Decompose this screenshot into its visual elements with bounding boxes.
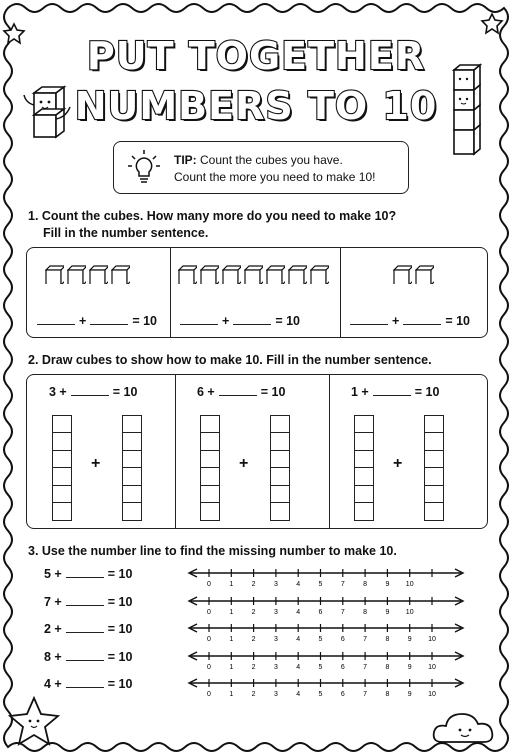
- tower-cell[interactable]: [123, 468, 141, 485]
- tower-cell[interactable]: [355, 468, 373, 485]
- plus-sign: +: [392, 314, 400, 328]
- tower-cell[interactable]: [425, 468, 443, 485]
- tower-cell[interactable]: [355, 486, 373, 503]
- tick-label: 3: [273, 691, 278, 698]
- star-mascot-icon: [4, 690, 68, 750]
- sentence-start: 5 +: [44, 567, 62, 581]
- tower-cell[interactable]: [425, 451, 443, 468]
- tower-cell[interactable]: [201, 503, 219, 520]
- plus-sign: +: [79, 314, 87, 328]
- tick-label: 9: [407, 636, 412, 643]
- equals-ten: = 10: [414, 385, 440, 399]
- answer-blank[interactable]: [66, 651, 104, 661]
- tower-cell[interactable]: [201, 468, 219, 485]
- tick-label: 1: [229, 663, 234, 671]
- star-icon: [482, 14, 502, 33]
- equals-ten: = 10: [112, 385, 138, 399]
- number-line[interactable]: [183, 675, 473, 703]
- cube-icon: [89, 265, 108, 284]
- number-sentence: [44, 622, 132, 636]
- tower-cell[interactable]: [123, 416, 141, 433]
- tick-label: 8: [385, 636, 390, 643]
- answer-blank[interactable]: [350, 315, 388, 325]
- tower-cell[interactable]: [271, 503, 289, 520]
- cube-mascot-icon: [18, 85, 80, 157]
- sentence-start: 2 +: [44, 622, 62, 636]
- equals-ten: = 10: [107, 622, 133, 636]
- cube-icon: [415, 265, 434, 284]
- sentence-start: 7 +: [44, 594, 62, 609]
- number-sentence: [44, 567, 132, 581]
- tick-label: 10: [428, 691, 436, 698]
- tick-label: 1: [229, 636, 234, 643]
- plus-sign: +: [393, 455, 403, 472]
- plus-sign: +: [91, 455, 101, 472]
- plus-sign: +: [239, 455, 249, 472]
- tick-label: 8: [363, 608, 368, 616]
- tick-label: 7: [363, 691, 368, 698]
- number-sentence: [44, 677, 132, 691]
- q3-instructions: 3. Use the number line to find the missing number to make 10.: [28, 544, 397, 558]
- tick-label: 5: [318, 636, 323, 643]
- tick-label: 10: [428, 636, 436, 643]
- tower-cell[interactable]: [201, 486, 219, 503]
- number-sentence: [49, 385, 137, 399]
- number-line[interactable]: [183, 648, 473, 676]
- q1-line-1: 1. Count the cubes. How many more do you need to make 10?: [28, 209, 397, 223]
- number-line[interactable]: [183, 593, 473, 621]
- cube-icon: [310, 265, 329, 284]
- tick-label: 8: [385, 691, 390, 698]
- tower-cell[interactable]: [355, 416, 373, 433]
- tick-label: 6: [340, 691, 345, 698]
- equals-ten: = 10: [275, 314, 300, 328]
- tower-cell[interactable]: [271, 468, 289, 485]
- tick-label: 10: [405, 608, 414, 616]
- tick-label: 0: [207, 581, 211, 588]
- answer-blank[interactable]: [66, 596, 104, 606]
- number-sentence: [351, 385, 439, 399]
- tower-cell[interactable]: [355, 503, 373, 520]
- tick-label: 7: [363, 636, 368, 643]
- equals-ten: = 10: [260, 385, 286, 399]
- ten-frame-tower[interactable]: [354, 415, 374, 521]
- tick-label: 9: [385, 608, 390, 616]
- ten-frame-tower[interactable]: [270, 415, 290, 521]
- lightbulb-icon: [126, 148, 162, 188]
- cube-icon: [67, 265, 86, 284]
- tower-cell[interactable]: [271, 433, 289, 450]
- tower-cell[interactable]: [53, 416, 71, 433]
- tower-cell[interactable]: [53, 468, 71, 485]
- tick-label: 0: [207, 663, 211, 671]
- tower-cell[interactable]: [201, 433, 219, 450]
- q1-instructions: [28, 208, 396, 242]
- cube-icon: [288, 265, 307, 284]
- equals-ten: = 10: [107, 649, 133, 664]
- number-sentence: [176, 314, 300, 328]
- tick-label: 4: [296, 608, 301, 616]
- cube-icon: [178, 265, 197, 284]
- tower-cell[interactable]: [53, 503, 71, 520]
- number-line-row: [44, 567, 474, 591]
- cube-icon: [266, 265, 285, 284]
- cube-icon: [393, 265, 412, 284]
- sentence-start: 6 +: [197, 385, 215, 399]
- ten-frame-tower[interactable]: [200, 415, 220, 521]
- answer-blank[interactable]: [66, 623, 104, 633]
- tick-label: 2: [251, 581, 256, 588]
- number-line-row: [44, 650, 474, 674]
- tower-cell[interactable]: [271, 416, 289, 433]
- sentence-start: 8 +: [44, 649, 62, 664]
- tower-cell[interactable]: [123, 451, 141, 468]
- number-line-row: [44, 595, 474, 619]
- tower-cell[interactable]: [201, 451, 219, 468]
- tick-label: 1: [229, 581, 234, 588]
- equals-ten: = 10: [132, 314, 157, 328]
- tower-cell[interactable]: [425, 416, 443, 433]
- tip-box: [113, 141, 409, 194]
- answer-blank[interactable]: [37, 315, 75, 325]
- tip-line-1: Count the cubes you have.: [200, 153, 343, 167]
- equals-ten: = 10: [445, 314, 470, 328]
- cube-icon: [200, 265, 219, 284]
- equals-ten: = 10: [107, 567, 133, 581]
- tip-line-2: Count the more you need to make 10!: [174, 170, 376, 184]
- tick-label: 2: [251, 691, 256, 698]
- answer-blank[interactable]: [403, 315, 441, 325]
- tick-label: 3: [273, 663, 278, 671]
- ten-frame-tower[interactable]: [424, 415, 444, 521]
- tick-label: 3: [273, 608, 278, 616]
- answer-blank[interactable]: [71, 386, 109, 396]
- answer-blank[interactable]: [66, 568, 104, 578]
- tip-text: [174, 152, 375, 186]
- ten-frame-tower[interactable]: [122, 415, 142, 521]
- tick-label: 6: [340, 636, 345, 643]
- number-line-row: [44, 622, 474, 646]
- q2-panel: [26, 374, 488, 529]
- tick-label: 10: [405, 581, 414, 588]
- q2-instructions: 2. Draw cubes to show how to make 10. Fill in the number sentence.: [28, 353, 432, 367]
- sentence-start: 1 +: [351, 385, 369, 399]
- tick-label: 1: [229, 608, 234, 616]
- plus-sign: +: [222, 314, 230, 328]
- tick-label: 3: [273, 636, 278, 643]
- tower-cell[interactable]: [271, 486, 289, 503]
- equals-ten: = 10: [107, 677, 133, 691]
- tower-cell[interactable]: [123, 486, 141, 503]
- q1-panel: [26, 247, 488, 338]
- tick-label: 8: [385, 663, 390, 671]
- tower-cell[interactable]: [123, 433, 141, 450]
- tower-cell[interactable]: [355, 433, 373, 450]
- tick-label: 9: [407, 691, 412, 698]
- number-sentence: [44, 650, 132, 664]
- tip-label: TIP:: [174, 153, 197, 167]
- tick-label: 0: [207, 636, 211, 643]
- number-sentence: [346, 314, 470, 328]
- tick-label: 2: [251, 636, 256, 643]
- tower-cell[interactable]: [53, 433, 71, 450]
- answer-blank[interactable]: [180, 315, 218, 325]
- cube-icon: [222, 265, 241, 284]
- tick-label: 5: [318, 663, 323, 671]
- cube-icon: [111, 265, 130, 284]
- tick-label: 2: [251, 608, 256, 616]
- tick-label: 9: [385, 581, 390, 588]
- q1-line-2: Fill in the number sentence.: [43, 226, 209, 240]
- tick-label: 10: [428, 663, 436, 671]
- tower-cell[interactable]: [425, 433, 443, 450]
- tick-label: 4: [296, 636, 301, 643]
- sentence-start: 4 +: [44, 677, 62, 691]
- tick-label: 4: [296, 663, 301, 671]
- tick-label: 7: [340, 581, 345, 588]
- tick-label: 0: [207, 691, 211, 698]
- tower-cell[interactable]: [425, 486, 443, 503]
- tick-label: 9: [407, 663, 412, 671]
- equals-ten: = 10: [107, 594, 133, 609]
- title-line-1: PUT TOGETHER: [86, 34, 426, 78]
- cloud-mascot-icon: [430, 700, 504, 752]
- tick-label: 0: [207, 608, 211, 616]
- tower-cell[interactable]: [123, 503, 141, 520]
- number-line[interactable]: [183, 620, 473, 648]
- tick-label: 4: [296, 691, 301, 698]
- tick-label: 2: [251, 663, 256, 671]
- number-line-row: [44, 677, 474, 701]
- number-sentence: [44, 595, 132, 609]
- cube-icon: [244, 265, 263, 284]
- tick-label: 7: [340, 608, 345, 616]
- tick-label: 1: [229, 691, 234, 698]
- number-sentence: [197, 385, 285, 399]
- ten-frame-tower[interactable]: [52, 415, 72, 521]
- tower-cell[interactable]: [53, 486, 71, 503]
- tower-cell[interactable]: [201, 416, 219, 433]
- answer-blank[interactable]: [66, 678, 104, 688]
- tick-label: 6: [318, 608, 323, 616]
- number-sentence: [33, 314, 157, 328]
- sentence-start: 3 +: [49, 385, 67, 399]
- tick-label: 3: [273, 581, 278, 588]
- answer-blank[interactable]: [373, 386, 411, 396]
- tower-cell[interactable]: [53, 451, 71, 468]
- tick-label: 7: [363, 663, 368, 671]
- number-line[interactable]: [183, 565, 473, 593]
- answer-blank[interactable]: [90, 315, 128, 325]
- tower-cell[interactable]: [355, 451, 373, 468]
- tick-label: 5: [318, 691, 323, 698]
- tick-label: 4: [296, 581, 301, 588]
- tick-label: 8: [363, 581, 368, 588]
- cube-tower-icon: [450, 62, 486, 162]
- answer-blank[interactable]: [233, 315, 271, 325]
- title-line-2: NUMBERS TO 10: [74, 84, 438, 128]
- tower-cell[interactable]: [425, 503, 443, 520]
- tower-cell[interactable]: [271, 451, 289, 468]
- cube-icon: [45, 265, 64, 284]
- answer-blank[interactable]: [219, 386, 257, 396]
- tick-label: 5: [318, 581, 323, 588]
- tick-label: 6: [340, 663, 345, 671]
